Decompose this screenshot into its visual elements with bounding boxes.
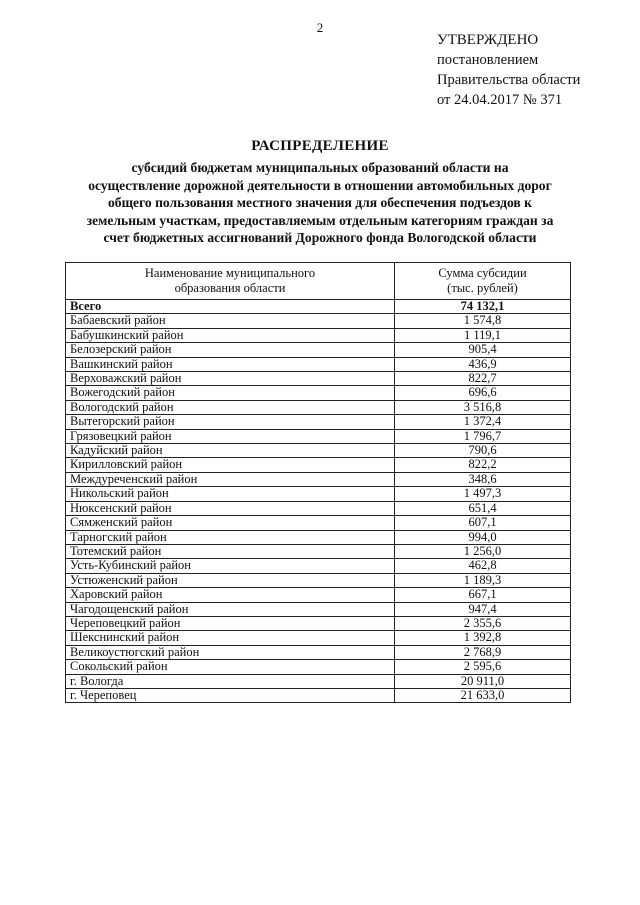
subsidy-amount: 994,0 <box>395 530 571 544</box>
table-row <box>66 429 571 443</box>
municipality-name: Междуреченский район <box>66 472 395 486</box>
title-main: РАСПРЕДЕЛЕНИЕ <box>251 138 389 154</box>
table-row <box>66 314 571 328</box>
municipality-name: Кирилловский район <box>66 458 395 472</box>
municipality-name: Сокольский район <box>66 660 395 674</box>
subsidy-amount: 822,7 <box>395 372 571 386</box>
table-row <box>66 458 571 472</box>
table-row <box>66 631 571 645</box>
table-row <box>66 357 571 371</box>
subsidy-amount: 20 911,0 <box>395 674 571 688</box>
table-row <box>66 544 571 558</box>
municipality-name: Бабушкинский район <box>66 328 395 342</box>
municipality-name: Вологодский район <box>66 400 395 414</box>
table-row <box>66 660 571 674</box>
subsidy-amount: 2 355,6 <box>395 616 571 630</box>
document-title <box>40 138 600 247</box>
subsidy-table <box>65 262 571 703</box>
table-row <box>66 386 571 400</box>
approval-heading: УТВЕРЖДЕНО <box>437 32 539 48</box>
subsidy-amount: 1 189,3 <box>395 573 571 587</box>
table-row <box>66 616 571 630</box>
municipality-name: г. Вологда <box>66 674 395 688</box>
subsidy-amount: 1 497,3 <box>395 487 571 501</box>
subsidy-amount: 905,4 <box>395 343 571 357</box>
subsidy-amount: 607,1 <box>395 516 571 530</box>
subsidy-amount: 1 392,8 <box>395 631 571 645</box>
municipality-name: Тарногский район <box>66 530 395 544</box>
header-text: образования области <box>174 281 286 295</box>
municipality-name: Верховажский район <box>66 372 395 386</box>
table-row <box>66 674 571 688</box>
table-row <box>66 588 571 602</box>
municipality-name: Нюксенский район <box>66 501 395 515</box>
table-row <box>66 415 571 429</box>
table-row <box>66 400 571 414</box>
page-number: 2 <box>316 20 324 35</box>
municipality-name: Вытегорский район <box>66 415 395 429</box>
municipality-name: Чагодощенский район <box>66 602 395 616</box>
header-text: Сумма субсидии <box>438 266 527 280</box>
approval-stamp <box>437 30 580 110</box>
title-line: субсидий бюджетам муниципальных образований области на <box>131 160 509 175</box>
total-value: 74 132,1 <box>395 300 571 314</box>
municipality-name: Великоустюгский район <box>66 645 395 659</box>
municipality-name: Усть-Кубинский район <box>66 559 395 573</box>
municipality-name: Вожегодский район <box>66 386 395 400</box>
municipality-name: Устюженский район <box>66 573 395 587</box>
table-row <box>66 559 571 573</box>
subsidy-amount: 947,4 <box>395 602 571 616</box>
municipality-name: Грязовецкий район <box>66 429 395 443</box>
subsidy-amount: 1 119,1 <box>395 328 571 342</box>
column-header-amount <box>395 263 571 300</box>
subsidy-amount: 348,6 <box>395 472 571 486</box>
municipality-name: Кадуйский район <box>66 444 395 458</box>
approval-line-3: от 24.04.2017 № 371 <box>437 92 563 108</box>
subsidy-amount: 436,9 <box>395 357 571 371</box>
title-line: осуществление дорожной деятельности в отношении автомобильных дорог <box>88 177 552 193</box>
header-text: (тыс. рублей) <box>447 281 518 295</box>
total-label: Всего <box>66 300 395 314</box>
subsidy-amount: 462,8 <box>395 559 571 573</box>
title-line: счет бюджетных ассигнований Дорожного фонда Вологодской области <box>103 230 537 245</box>
municipality-name: Никольский район <box>66 487 395 501</box>
municipality-name: Шекснинский район <box>66 631 395 645</box>
table-row <box>66 688 571 702</box>
table-row <box>66 516 571 530</box>
municipality-name: Белозерский район <box>66 343 395 357</box>
subsidy-amount: 822,2 <box>395 458 571 472</box>
table-header-row <box>66 263 571 300</box>
table-row <box>66 444 571 458</box>
subsidy-amount: 1 256,0 <box>395 544 571 558</box>
subsidy-amount: 2 768,9 <box>395 645 571 659</box>
table-row <box>66 472 571 486</box>
total-row <box>66 300 571 314</box>
municipality-name: Бабаевский район <box>66 314 395 328</box>
subsidy-amount: 651,4 <box>395 501 571 515</box>
title-line: земельным участкам, предоставляемым отдельным категориям граждан за <box>86 212 554 228</box>
table-row <box>66 487 571 501</box>
approval-line-2: Правительства области <box>437 72 581 88</box>
table-row <box>66 343 571 357</box>
title-line: общего пользования местного значения для обеспечения подъездов к <box>107 195 533 210</box>
subsidy-amount: 790,6 <box>395 444 571 458</box>
table-row <box>66 645 571 659</box>
municipality-name: г. Череповец <box>66 688 395 702</box>
table-row <box>66 530 571 544</box>
municipality-name: Харовский район <box>66 588 395 602</box>
table-row <box>66 602 571 616</box>
subsidy-amount: 2 595,6 <box>395 660 571 674</box>
subsidy-amount: 696,6 <box>395 386 571 400</box>
subsidy-amount: 21 633,0 <box>395 688 571 702</box>
subsidy-amount: 1 796,7 <box>395 429 571 443</box>
municipality-name: Вашкинский район <box>66 357 395 371</box>
table-row <box>66 328 571 342</box>
table-row <box>66 372 571 386</box>
table-row <box>66 573 571 587</box>
header-text: Наименование муниципального <box>144 266 316 280</box>
municipality-name: Тотемский район <box>66 544 395 558</box>
subsidy-amount: 667,1 <box>395 588 571 602</box>
approval-line-1: постановлением <box>437 52 539 68</box>
subsidy-amount: 1 372,4 <box>395 415 571 429</box>
subsidy-amount: 1 574,8 <box>395 314 571 328</box>
subsidy-amount: 3 516,8 <box>395 400 571 414</box>
municipality-name: Череповецкий район <box>66 616 395 630</box>
table-row <box>66 501 571 515</box>
column-header-municipality <box>66 263 395 300</box>
municipality-name: Сямженский район <box>66 516 395 530</box>
title-subtitle <box>40 159 600 247</box>
